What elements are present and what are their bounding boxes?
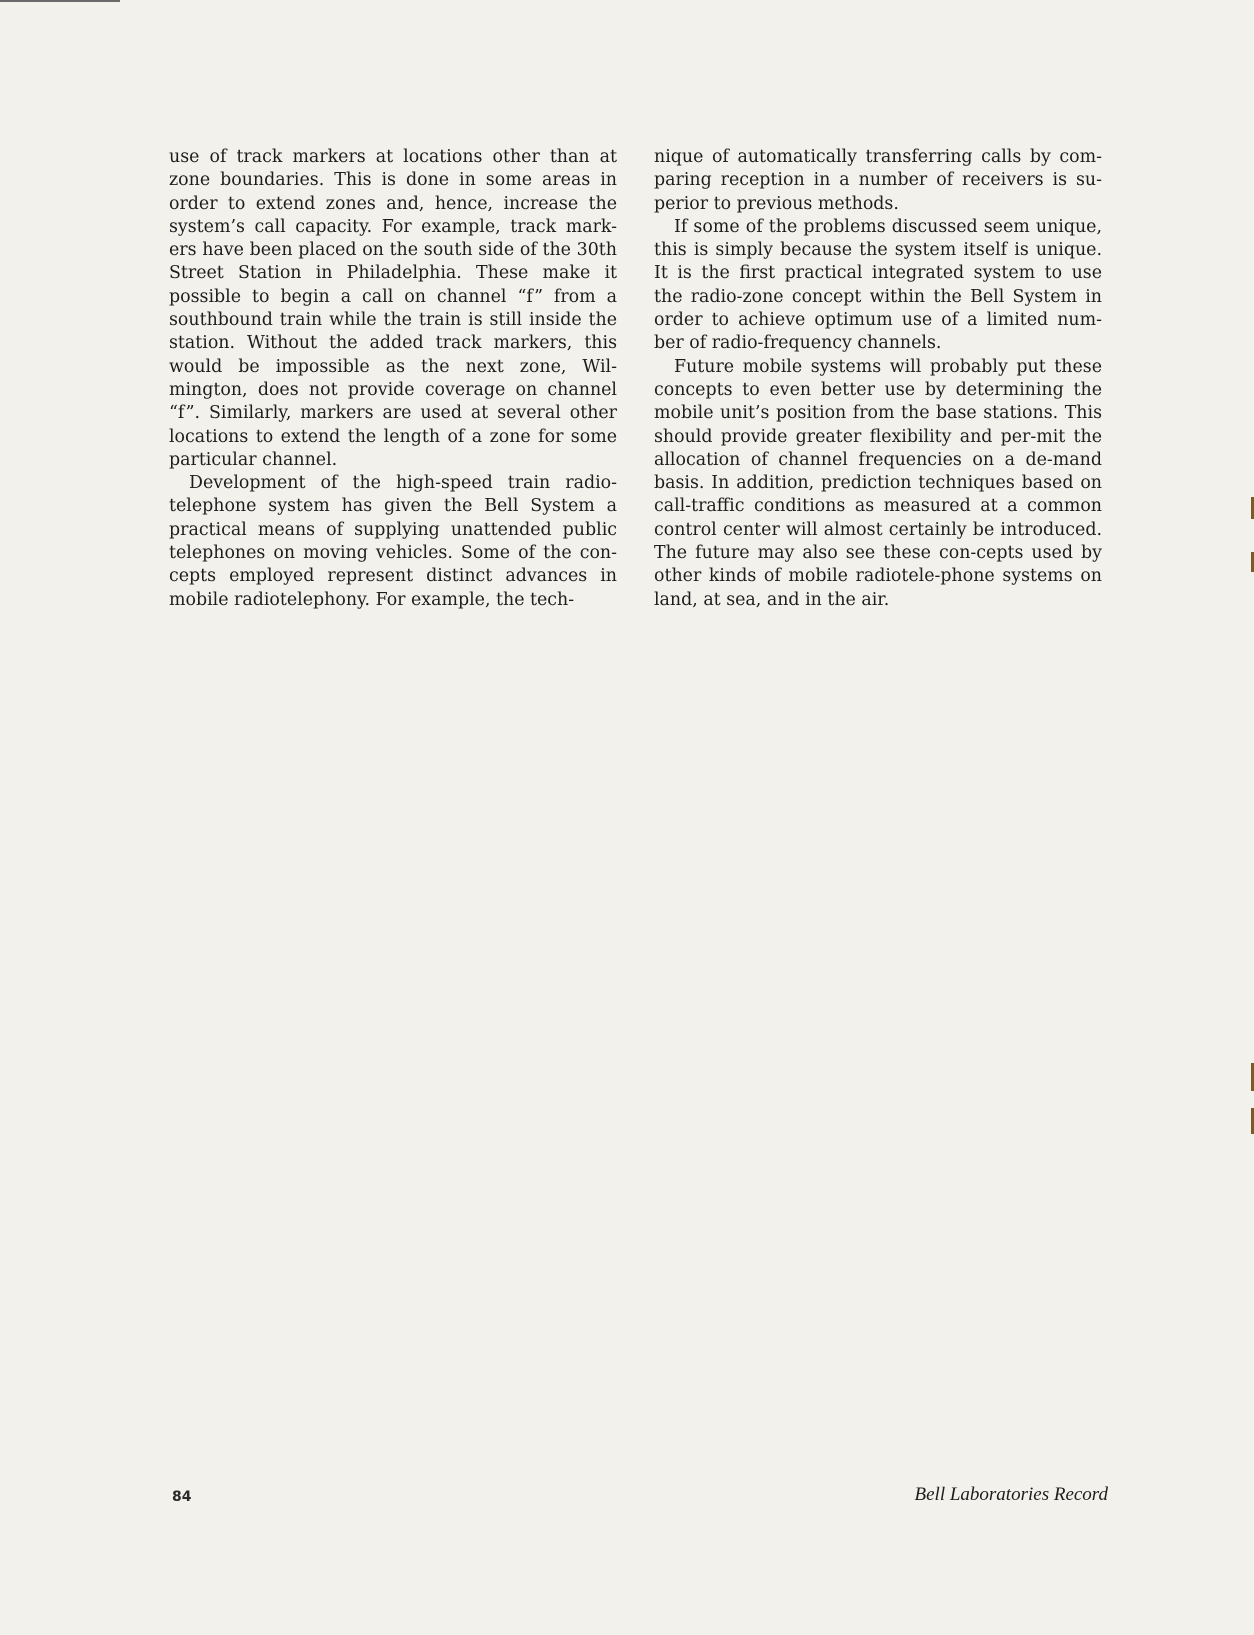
- paragraph: If some of the problems discussed seem unique, this is simply because the system itself is unique. It is the first practical integrated system to use the radio-zone concept within the Bell System in order to achieve optimum use of a limited num-ber of radio-frequency channels.: [654, 216, 1102, 354]
- paragraph: nique of automatically transferring calls by com-paring reception in a number of receivers is su-perior to previous methods.: [654, 147, 1102, 214]
- right-text-column: [654, 146, 1102, 612]
- paragraph: Future mobile systems will probably put these concepts to even better use by determining the mobile unit’s position from the base stations. This should provide greater flexibility and per-mit the allocation of channel frequencies on a de-mand basis. In addition, prediction techniques based on call-traffic conditions as measured at a common control center will almost certainly be introduced. The future may also see these con-cepts used by other kinds of mobile radiotele-phone systems on land, at sea, and in the air.: [654, 356, 1102, 610]
- page-number: 84: [172, 1489, 192, 1505]
- journal-name: Bell Laboratories Record: [914, 1484, 1108, 1505]
- top-rule: [0, 0, 120, 2]
- paragraph: Development of the high-speed train radio-telephone system has given the Bell System a practical means of supplying unattended public telephones on moving vehicles. Some of the con-cepts employed represent distinct advances in mobile radiotelephony. For example, the tech-: [169, 473, 617, 610]
- left-text-column: [169, 146, 617, 612]
- paragraph: use of track markers at locations other than at zone boundaries. This is done in some areas in order to extend zones and, hence, increase the system’s call capacity. For example, track mark-ers have been placed on the south side of the 30th Street Station in Philadelphia. These make it possible to begin a call on channel “f” from a southbound train while the train is still inside the station. Without the added track markers, this would be impossible as the next zone, Wil-mington, does not provide coverage on channel “f”. Similarly, markers are used at several other locations to extend the length of a zone for some particular channel.: [169, 147, 617, 470]
